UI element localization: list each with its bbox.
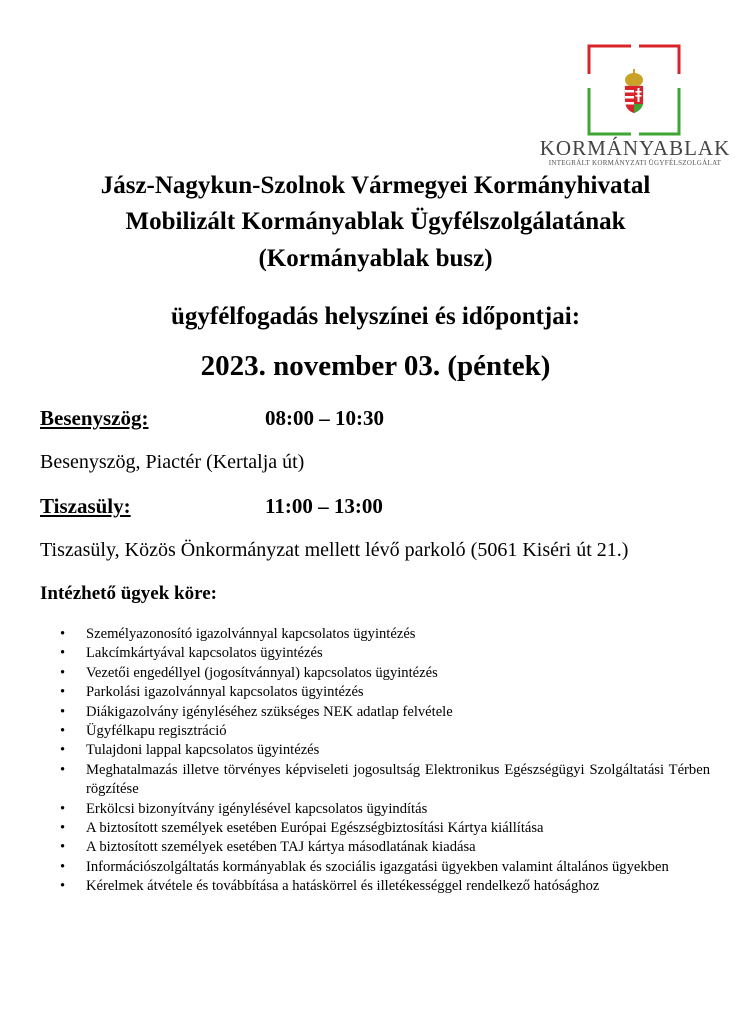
location-address: Besenyszög, Piactér (Kertalja út) [40, 451, 305, 473]
services-heading: Intézhető ügyek köre: [40, 583, 217, 604]
kormanyablak-logo [530, 44, 740, 167]
list-item: • Információszolgáltatás kormányablak és szociális igazgatási ügyekben valamint általános ügyekben [60, 858, 710, 877]
logo-tagline: INTEGRÁLT KORMÁNYZATI ÜGYFÉLSZOLGÁLAT [548, 159, 722, 167]
list-item: • Parkolási igazolvánnyal kapcsolatos ügyintézés [60, 683, 710, 702]
services-list [60, 625, 710, 897]
list-item: • Ügyfélkapu regisztráció [60, 722, 710, 741]
header-line-3: (Kormányablak busz) [258, 245, 493, 272]
schedule-subtitle: ügyfélfogadás helyszínei és időpontjai: [170, 303, 581, 330]
location-time: 11:00 – 13:00 [265, 494, 383, 518]
list-item: • Tulajdoni lappal kapcsolatos ügyintézés [60, 741, 710, 760]
list-item: • Kérelmek átvétele és továbbítása a hatáskörrel és illetékességgel rendelkező hatósághoz [60, 877, 710, 896]
list-item: • A biztosított személyek esetében Európai Egészségbiztosítási Kártya kiállítása [60, 819, 710, 838]
schedule-date: 2023. november 03. (péntek) [200, 350, 551, 382]
list-item: • Vezetői engedéllyel (jogosítvánnyal) kapcsolatos ügyintézés [60, 664, 710, 683]
list-item: • A biztosított személyek esetében TAJ kártya másodlatának kiadása [60, 838, 710, 857]
location-name: Tiszasüly: [40, 494, 131, 518]
list-item: • Diákigazolvány igényléséhez szükséges NEK adatlap felvétele [60, 703, 710, 722]
list-item: • Erkölcsi bizonyítvány igénylésével kapcsolatos ügyindítás [60, 800, 710, 819]
list-item: • Személyazonosító igazolvánnyal kapcsolatos ügyintézés [60, 625, 710, 644]
list-item: • Meghatalmazás illetve törvényes képviseleti jogosultság Elektronikus Egészségügyi Szolgáltatási Térben rögzítése [60, 761, 710, 800]
location-time: 08:00 – 10:30 [265, 406, 384, 430]
location-name: Besenyszög: [40, 406, 149, 430]
header-line-1: Jász-Nagykun-Szolnok Vármegyei Kormányhivatal [100, 172, 651, 199]
logo-wordmark: KORMÁNYABLAK [539, 136, 731, 160]
header-line-2: Mobilizált Kormányablak Ügyfélszolgálatának [125, 208, 626, 235]
location-address: Tiszasüly, Közös Önkormányzat mellett lévő parkoló (5061 Kiséri út 21.) [40, 539, 629, 561]
coat-of-arms-icon [587, 44, 683, 136]
list-item: • Lakcímkártyával kapcsolatos ügyintézés [60, 644, 710, 663]
